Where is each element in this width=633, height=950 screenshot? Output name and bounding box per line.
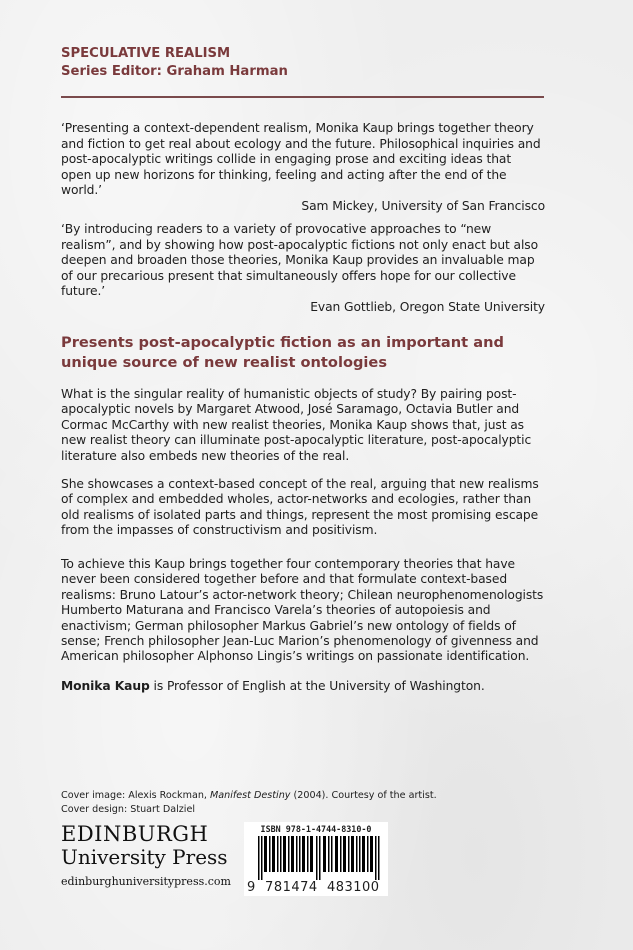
barcode-digits <box>247 880 380 895</box>
endorsement-quote: ‘By introducing readers to a variety of provocative approaches to “new realism”, and by showing how post-apocalyptic fictions not only enact but also deepen and broaden those theories, Monika Kaup provides an invaluable map of our precarious present that simultaneously offers hope for our collective future.’ <box>61 222 539 299</box>
divider-rule <box>61 96 544 98</box>
barcode-lead-digit: 9 <box>247 880 256 895</box>
credit-prefix: Cover image: Alexis Rockman, <box>61 790 210 801</box>
barcode-group1: 781474 <box>265 880 318 895</box>
cover-credits <box>61 789 437 817</box>
publisher-name-line1: EDINBURGH <box>61 822 209 846</box>
publisher-url: edinburghuniversitypress.com <box>61 875 231 888</box>
blurb-paragraph: She showcases a context-based concept of the real, arguing that new realisms of complex and embedded wholes, actor-networks and ecologies, rather than old realisms of isolated parts and things, represent the most promising escape from the impasses of constructivism and positivism. <box>61 477 539 538</box>
publisher-logo <box>61 822 231 892</box>
endorsement-attribution: Sam Mickey, University of San Francisco <box>301 198 545 213</box>
series-header <box>61 45 288 81</box>
blurb-paragraph: What is the singular reality of humanistic objects of study? By pairing post-apocalyptic novels by Margaret Atwood, José Saramago, Octavia Butler and Cormac McCarthy with new realist theories, Monika Kaup shows that, just as new realist theory can illuminate post-apocalyptic literature, post-apocalyptic literature also embeds new theories of the real. <box>61 387 532 463</box>
artwork-title: Manifest Destiny <box>210 790 291 801</box>
isbn-barcode <box>244 822 388 896</box>
series-title: SPECULATIVE REALISM <box>61 46 231 61</box>
endorsement-attribution: Evan Gottlieb, Oregon State University <box>310 299 545 314</box>
author-bio <box>61 679 545 694</box>
endorsement-quote: ‘Presenting a context-dependent realism, Monika Kaup brings together theory and fiction to get real about ecology and the future. Philosophical inquiries and post-apocalyptic writings collide in engaging prose and exciting ideas that open up new horizons for thinking, feeling and acting after the end of the world.’ <box>61 121 541 198</box>
author-name: Monika Kaup <box>61 679 150 693</box>
series-editor: Series Editor: Graham Harman <box>61 64 288 79</box>
endorsement <box>61 222 545 316</box>
author-bio-text: is Professor of English at the University of Washington. <box>149 679 485 693</box>
barcode-group2: 483100 <box>326 880 380 895</box>
cover-design-credit: Cover design: Stuart Dalziel <box>61 804 196 815</box>
cover-image-credit <box>61 789 437 803</box>
publisher-name-line2: University Press <box>61 845 228 869</box>
barcode-icon <box>258 836 380 880</box>
blurb-headline: Presents post-apocalyptic fiction as an important and unique source of new realist ontologies <box>61 334 504 371</box>
credit-suffix: (2004). Courtesy of the artist. <box>290 790 437 801</box>
isbn-label: ISBN 978-1-4744-8310-0 <box>260 824 372 834</box>
endorsement <box>61 121 545 215</box>
blurb-paragraph: To achieve this Kaup brings together four contemporary theories that have never been considered together before and that formulate context-based realisms: Bruno Latour’s actor-network theory; Chilean neurophenomenologists Humberto Maturana and Francisco Varela’s theories of autopoiesis and enactivism; German philosopher Markus Gabriel’s new ontology of fields of sense; French philosopher Jean-Luc Marion’s phenomenology of givenness and American philosopher Alphonso Lingis’s writings on passionate identification. <box>61 557 544 664</box>
